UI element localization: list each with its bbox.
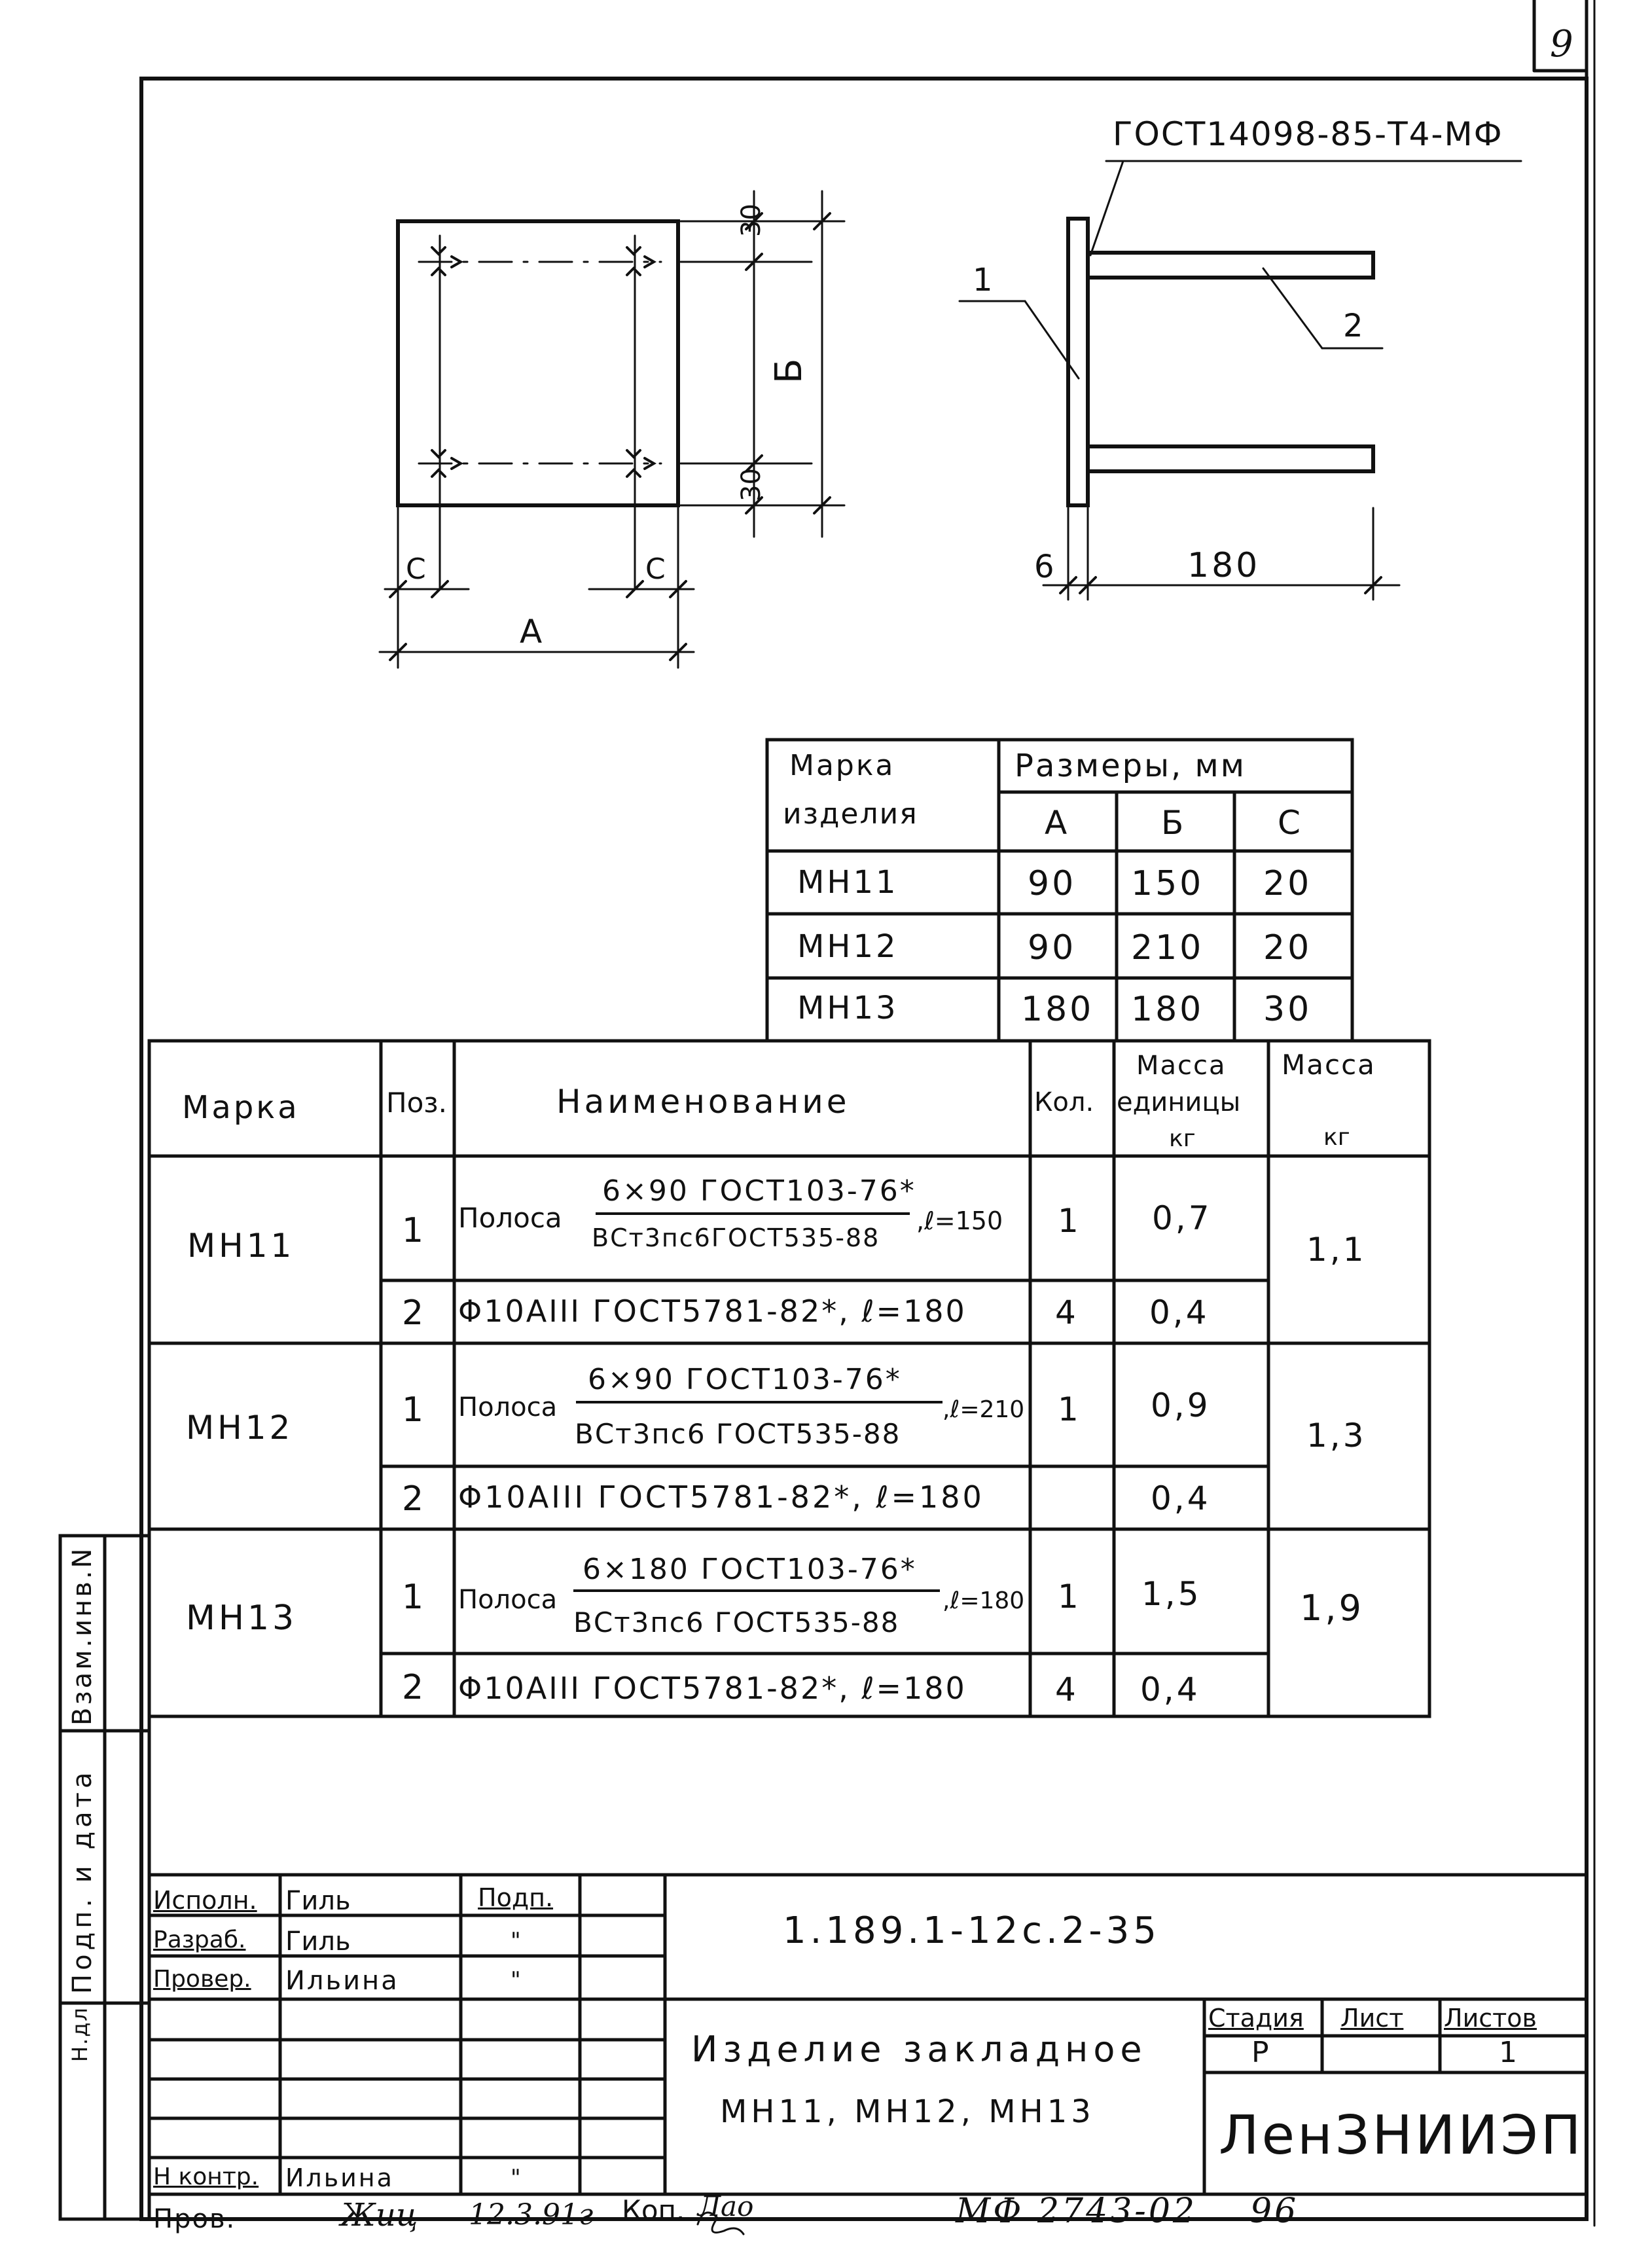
- spec-name-length: ,ℓ=210: [943, 1396, 1025, 1423]
- spec-qty: 1: [1058, 1390, 1079, 1428]
- spec-qty: 1: [1058, 1578, 1079, 1616]
- sizes-header-sizes: Размеры, мм: [1015, 748, 1246, 784]
- spec-name-length: ,ℓ=150: [916, 1206, 1003, 1235]
- spec-unit-mass: 1,5: [1141, 1575, 1202, 1613]
- sizes-row-c: 20: [1263, 928, 1312, 968]
- sizes-row-c: 30: [1263, 990, 1312, 1029]
- tb-sheets-header: Листов: [1444, 2004, 1537, 2033]
- organization: ЛенЗНИИЭП: [1219, 2105, 1584, 2167]
- footer-prov-sign: Жиц: [340, 2197, 418, 2234]
- sheet-frame: [141, 79, 1587, 2222]
- dim-30-top: 30: [736, 204, 766, 237]
- stamp-inv: Взам.инв.N: [67, 1546, 98, 1726]
- title-line2: МН11, МН12, МН13: [720, 2093, 1095, 2130]
- spec-h-unit-mass-1: Масса: [1136, 1051, 1227, 1081]
- footer-archive: МФ 2743-02: [956, 2192, 1198, 2231]
- drawing-code: 1.189.1-12с.2-35: [783, 1909, 1160, 1952]
- spec-pos: 2: [402, 1479, 424, 1519]
- sizes-row-a: 90: [1028, 864, 1077, 903]
- callout-2: 2: [1343, 308, 1363, 344]
- spec-name: Φ10АIII ГОСТ5781-82*, ℓ=180: [458, 1479, 984, 1515]
- tb-sheet-header: Лист: [1340, 2004, 1404, 2033]
- sheet-number: 9: [1550, 23, 1573, 65]
- spec-unit-mass: 0,4: [1151, 1479, 1211, 1517]
- dim-a: А: [520, 613, 543, 651]
- spec-unit-mass: 0,7: [1152, 1199, 1212, 1237]
- rod-bottom: [1088, 446, 1373, 471]
- tb-name: Гиль: [285, 1926, 351, 1957]
- spec-name-top: 6×90 ГОСТ103-76*: [602, 1174, 916, 1208]
- spec-qty: 4: [1055, 1293, 1076, 1331]
- spec-group-mark: МН12: [186, 1409, 294, 1447]
- spec-name: Φ10АIII ГОСТ5781-82*, ℓ=180: [458, 1293, 967, 1329]
- tb-role: Исполн.: [153, 1886, 257, 1915]
- spec-unit-mass: 0,4: [1149, 1293, 1210, 1331]
- sizes-col-b: Б: [1161, 804, 1184, 842]
- sizes-col-c: С: [1278, 804, 1301, 842]
- tb-sign: ": [511, 1928, 521, 1954]
- spec-total-mass: 1,1: [1306, 1231, 1367, 1269]
- spec-name-bottom: ВСт3пс6 ГОСТ535-88: [575, 1418, 901, 1450]
- spec-group-mark: МН13: [186, 1599, 298, 1638]
- footer-kop-sign: Лао: [698, 2190, 754, 2222]
- spec-unit-mass: 0,4: [1140, 1671, 1200, 1709]
- dim-c-left: С: [406, 552, 426, 586]
- spec-name: Φ10АIII ГОСТ5781-82*, ℓ=180: [458, 1671, 967, 1706]
- spec-h-name: Наименование: [556, 1083, 850, 1121]
- dim-30-bottom: 30: [736, 468, 766, 501]
- dim-6: 6: [1034, 549, 1054, 585]
- tb-role: Разраб.: [153, 1926, 246, 1953]
- tb-sign: ": [511, 1967, 521, 1993]
- spec-name-top: 6×180 ГОСТ103-76*: [583, 1553, 917, 1586]
- tb-name: Ильина: [285, 1966, 399, 1996]
- tb-sheets: 1: [1499, 2036, 1517, 2069]
- tb-sign: ": [511, 2165, 521, 2191]
- tb-role: Н контр.: [153, 2163, 259, 2190]
- spec-pos: 2: [402, 1293, 424, 1333]
- title-line1: Изделие закладное: [691, 2029, 1147, 2070]
- spec-h-mark: Марка: [182, 1089, 300, 1126]
- spec-qty: 1: [1058, 1202, 1079, 1240]
- spec-pos: 2: [402, 1668, 424, 1707]
- sizes-row-mark: МН11: [797, 864, 899, 901]
- spec-group-mark: МН11: [187, 1227, 295, 1265]
- weld-note: ГОСТ14098-85-Т4-МФ: [1113, 115, 1503, 153]
- footer-archive-no: 96: [1250, 2192, 1299, 2231]
- spec-name-prefix: Полоса: [458, 1202, 562, 1234]
- dim-c-right: С: [645, 552, 666, 586]
- sizes-row-a: 180: [1021, 990, 1094, 1029]
- spec-h-mass-1: Масса: [1282, 1049, 1376, 1081]
- spec-pos: 1: [402, 1211, 424, 1250]
- spec-name-prefix: Полоса: [458, 1392, 558, 1422]
- spec-name-top: 6×90 ГОСТ103-76*: [588, 1363, 902, 1396]
- spec-name-bottom: ВСт3пс6 ГОСТ535-88: [573, 1606, 900, 1638]
- spec-pos: 1: [402, 1390, 424, 1430]
- dim-180: 180: [1187, 546, 1261, 585]
- spec-unit-mass: 0,9: [1151, 1386, 1211, 1424]
- sizes-row-a: 90: [1028, 928, 1077, 968]
- sizes-col-a: А: [1045, 804, 1068, 842]
- sizes-row-mark: МН12: [797, 928, 899, 965]
- fraction-bar: [576, 1401, 943, 1403]
- rod-top: [1088, 253, 1373, 278]
- spec-name-length: ,ℓ=180: [943, 1587, 1025, 1614]
- tb-name: Ильина: [285, 2163, 394, 2192]
- spec-qty: 4: [1055, 1671, 1076, 1709]
- tb-stage: Р: [1251, 2036, 1269, 2069]
- plate-side: [1068, 219, 1088, 505]
- sizes-row-mark: МН13: [797, 990, 899, 1026]
- footer-prov: Пров.: [153, 2204, 236, 2234]
- spec-total-mass: 1,9: [1300, 1587, 1364, 1629]
- footer-kop: Коп.: [622, 2194, 685, 2226]
- callout-1: 1: [973, 262, 993, 298]
- spec-h-pos: Поз.: [386, 1087, 447, 1119]
- spec-name-bottom: ВСт3пс6ГОСТ535-88: [592, 1223, 880, 1252]
- dim-b: Б: [768, 358, 810, 384]
- spec-pos: 1: [402, 1578, 424, 1617]
- tb-sign: Подп.: [478, 1883, 554, 1912]
- stamp-sign-date: Подп. и дата: [67, 1768, 98, 1994]
- footer-prov-date: 12.3.91г: [469, 2198, 594, 2232]
- fraction-bar: [573, 1589, 940, 1592]
- sizes-header-mark2: изделия: [783, 797, 918, 831]
- tb-role: Провер.: [153, 1966, 251, 1993]
- spec-h-unit-mass-3: кг: [1169, 1125, 1196, 1152]
- sizes-row-b: 210: [1131, 928, 1204, 968]
- sizes-row-c: 20: [1263, 864, 1312, 903]
- tb-name: Гиль: [285, 1886, 351, 1916]
- fraction-bar: [596, 1212, 910, 1215]
- sizes-row-b: 180: [1131, 990, 1204, 1029]
- spec-h-qty: Кол.: [1034, 1087, 1094, 1117]
- stamp-orig: Н.дл.: [67, 1999, 92, 2062]
- sizes-row-b: 150: [1131, 864, 1204, 903]
- spec-total-mass: 1,3: [1306, 1417, 1367, 1455]
- spec-h-unit-mass-2: единицы: [1117, 1087, 1241, 1117]
- sizes-header-mark: Марка: [789, 749, 895, 782]
- tb-stage-header: Стадия: [1208, 2004, 1304, 2033]
- spec-h-mass-2: кг: [1323, 1124, 1350, 1151]
- spec-name-prefix: Полоса: [458, 1585, 558, 1615]
